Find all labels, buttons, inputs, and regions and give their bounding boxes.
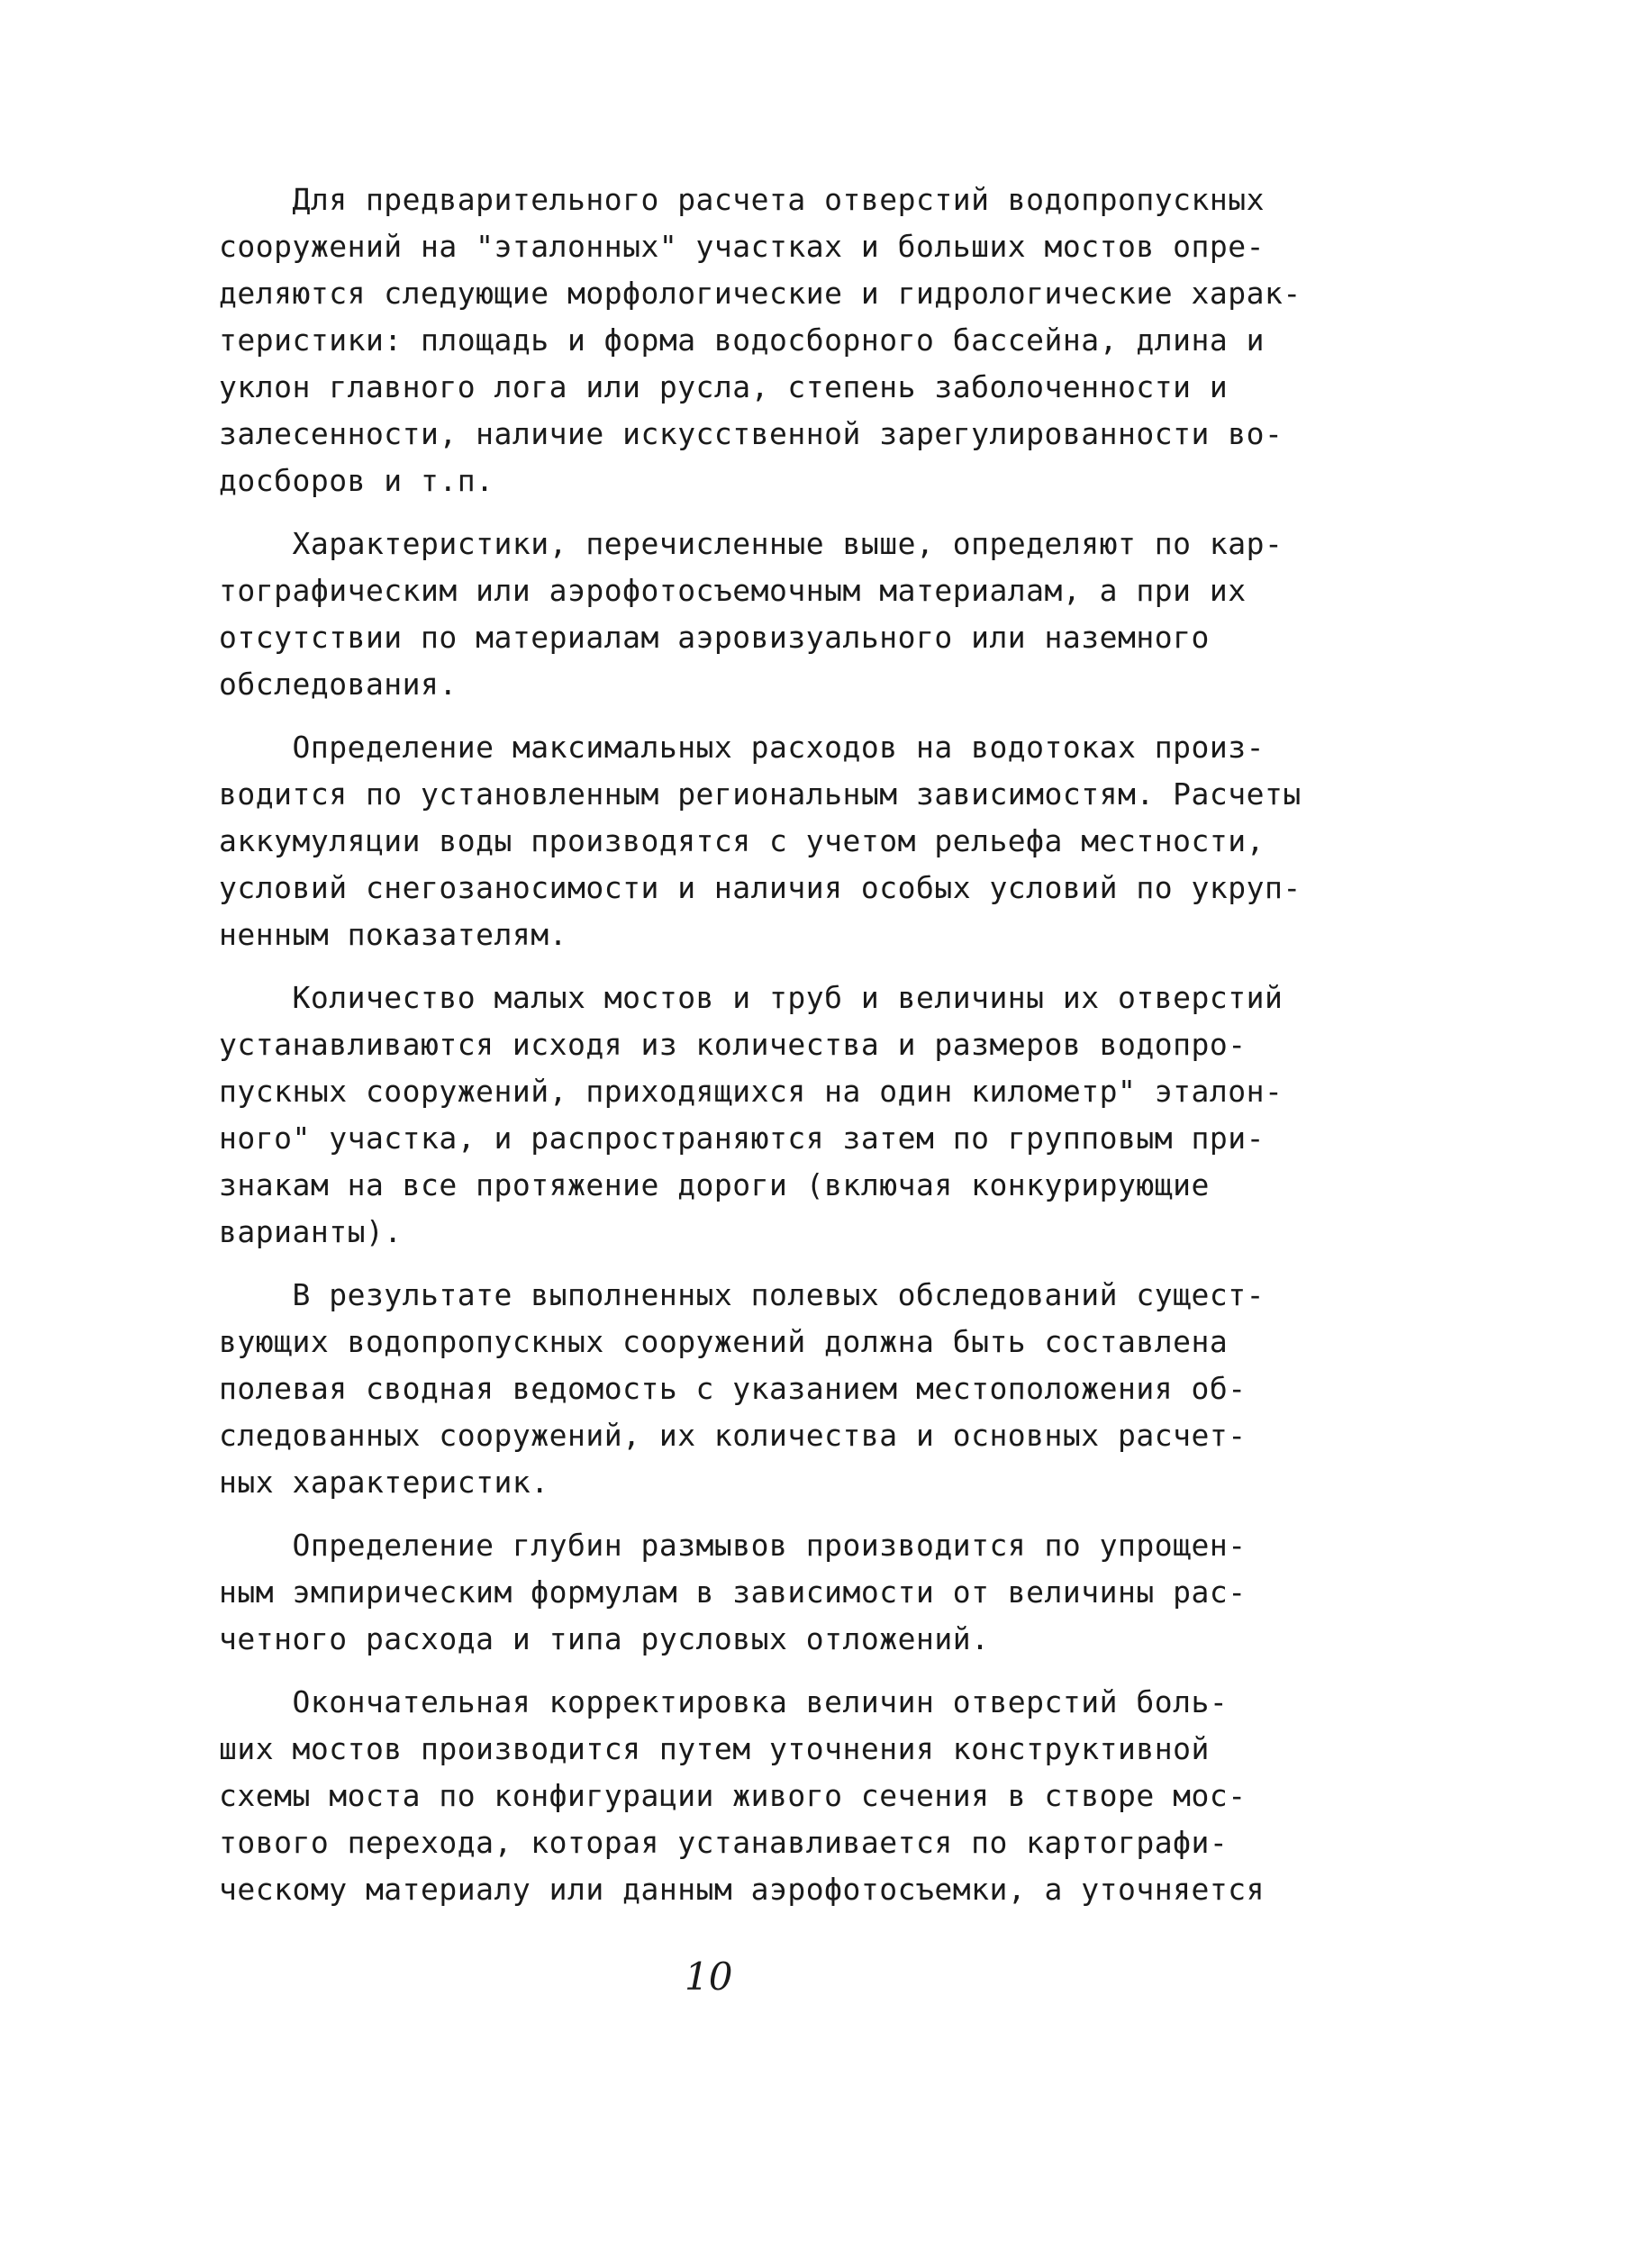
text-line: уклон главного лога или русла, степень заболоченности и	[219, 369, 1229, 404]
text-line: схемы моста по конфигурации живого сечения в створе мос-	[219, 1778, 1247, 1813]
text-line: варианты).	[219, 1214, 403, 1249]
text-line: тового перехода, которая устанавливается по картографи-	[219, 1825, 1229, 1860]
paragraph-3	[219, 724, 1345, 958]
text-line: ного" участка, и распространяются затем по групповым при-	[219, 1120, 1265, 1156]
text-line: ным эмпирическим формулам в зависимости от величины рас-	[219, 1574, 1247, 1610]
text-line: полевая сводная ведомость с указанием местоположения об-	[219, 1371, 1247, 1406]
text-line: вующих водопропускных сооружений должна быть составлена	[219, 1324, 1229, 1359]
text-line: устанавливаются исходя из количества и размеров водопро-	[219, 1027, 1247, 1062]
text-line: Количество малых мостов и труб и величины их отверстий	[219, 980, 1284, 1015]
page-number: 10	[685, 1955, 733, 1999]
text-line: следованных сооружений, их количества и основных расчет-	[219, 1418, 1247, 1453]
text-line: водится по установленным региональным зависимостям. Расчеты	[219, 776, 1302, 812]
text-line: Определение максимальных расходов на водотоках произ-	[219, 730, 1265, 765]
text-line: теристики: площадь и форма водосборного бассейна, длина и	[219, 322, 1265, 358]
paragraph-5	[219, 1272, 1345, 1506]
text-line: ных характеристик.	[219, 1465, 549, 1500]
text-line: четного расхода и типа русловых отложений.	[219, 1621, 990, 1656]
text-line: аккумуляции воды производятся с учетом рельефа местности,	[219, 823, 1265, 858]
text-line: условий снегозаносимости и наличия особых условий по укруп-	[219, 870, 1302, 905]
text-line: ших мостов производится путем уточнения конструктивной	[219, 1731, 1210, 1766]
text-line: сооружений на "эталонных" участках и больших мостов опре-	[219, 229, 1265, 264]
text-line: пускных сооружений, приходящихся на один километр" эталон-	[219, 1074, 1284, 1109]
text-line: деляются следующие морфологические и гидрологические харак-	[219, 276, 1302, 311]
paragraph-7	[219, 1679, 1345, 1913]
text-line: ненным показателям.	[219, 917, 567, 952]
text-line: досборов и т.п.	[219, 463, 494, 498]
paragraph-1	[219, 177, 1345, 504]
text-line: Для предварительного расчета отверстий водопропускных	[219, 182, 1265, 217]
text-line: В результате выполненных полевых обследований сущест-	[219, 1277, 1265, 1312]
text-line: Окончательная корректировка величин отверстий боль-	[219, 1684, 1229, 1719]
text-line: залесенности, наличие искусственной зарегулированности во-	[219, 416, 1284, 451]
text-line: Характеристики, перечисленные выше, определяют по кар-	[219, 526, 1284, 561]
paragraph-6	[219, 1522, 1345, 1663]
text-line: отсутствии по материалам аэровизуального или наземного	[219, 620, 1210, 655]
text-line: знакам на все протяжение дороги (включая конкурирующие	[219, 1167, 1210, 1202]
paragraph-4	[219, 975, 1345, 1256]
paragraph-2	[219, 521, 1345, 708]
text-line: тографическим или аэрофотосъемочным материалам, а при их	[219, 573, 1247, 608]
text-line: обследования.	[219, 667, 458, 702]
text-line: Определение глубин размывов производится по упрощен-	[219, 1528, 1247, 1563]
body-text	[219, 177, 1345, 1929]
text-line: ческому материалу или данным аэрофотосъемки, а уточняется	[219, 1872, 1265, 1907]
